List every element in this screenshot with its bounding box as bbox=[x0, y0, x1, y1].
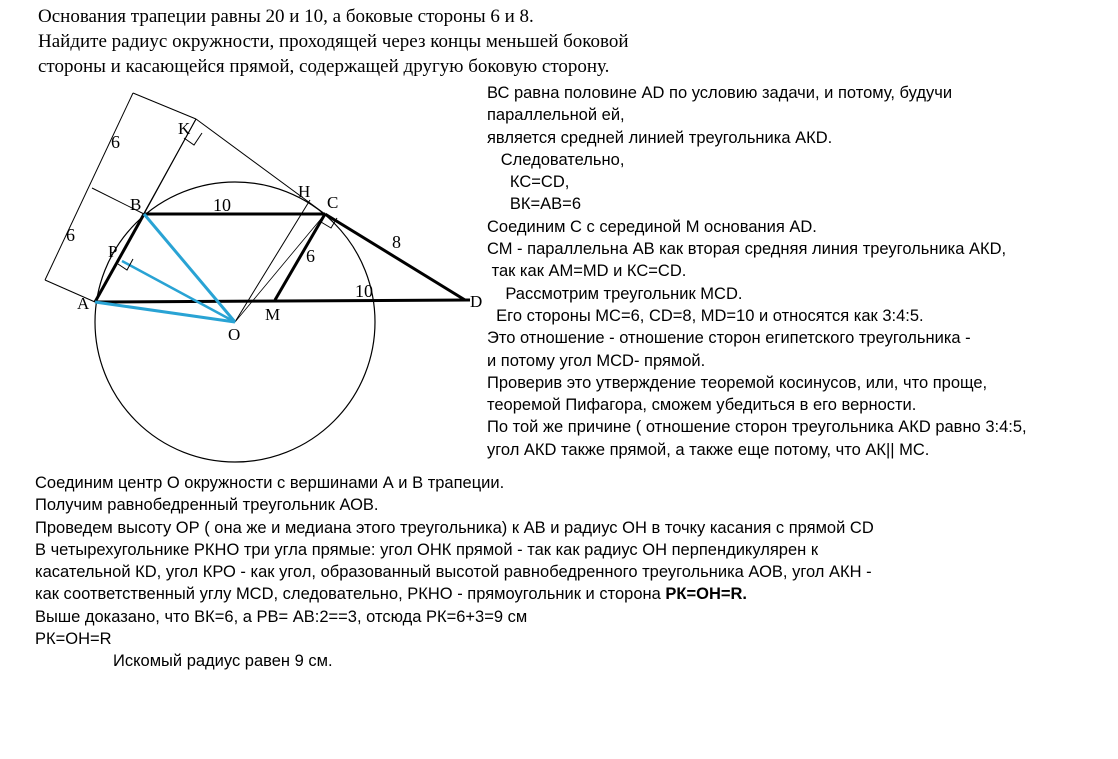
text-line: СМ - параллельна АВ как вторая средняя линия треугольника АКD, bbox=[487, 240, 1007, 259]
aux-line bbox=[45, 93, 133, 280]
length-left-six: 6 bbox=[66, 225, 75, 245]
label-d: D bbox=[470, 292, 483, 311]
segment-cd bbox=[325, 214, 465, 300]
label-b: B bbox=[130, 195, 142, 214]
length-md: 10 bbox=[355, 281, 373, 301]
final-answer: Искомый радиус равен 9 см. bbox=[113, 652, 333, 671]
text-line: теоремой Пифагора, сможем убедиться в его верности. bbox=[487, 396, 917, 415]
label-a: A bbox=[77, 294, 90, 313]
solution-part-1 bbox=[487, 82, 1112, 461]
length-cm: 6 bbox=[306, 246, 315, 266]
text-line: Выше доказано, что ВК=6, а РВ= АВ:2==3, отсюда РК=6+3=9 см bbox=[35, 607, 528, 626]
label-o: O bbox=[228, 325, 241, 344]
text-line: Рассмотрим треугольник MCD. bbox=[487, 284, 743, 303]
radius-ob bbox=[144, 214, 235, 322]
segment-cm bbox=[275, 214, 325, 300]
length-cd: 8 bbox=[392, 232, 401, 252]
label-c: C bbox=[327, 193, 339, 212]
text-line-with-answer bbox=[35, 583, 1035, 605]
solution-part-2 bbox=[35, 472, 1035, 673]
text-line: КС=CD, bbox=[487, 173, 570, 192]
label-p: P bbox=[108, 242, 118, 261]
bold-answer-tail: . bbox=[742, 585, 748, 604]
text-line: Его стороны МС=6, CD=8, MD=10 и относятся как 3:4:5. bbox=[487, 306, 924, 325]
text-line: ВК=АВ=6 bbox=[487, 195, 581, 214]
text-line: Получим равнобедренный треугольник АОВ. bbox=[35, 496, 379, 515]
text-line: Проверив это утверждение теоремой косинусов, или, что проще, bbox=[487, 373, 988, 392]
label-k: K bbox=[178, 119, 191, 138]
text-span: как соответственный углу MCD, следовательно, РКНО - прямоугольник и сторона bbox=[35, 585, 661, 604]
text-line: угол АКD также прямой, а также еще потому, что АК|| МС. bbox=[487, 440, 930, 459]
text-line: касательной КD, угол КРО - как угол, образованный высотой равнобедренного треугольника АОВ, угол АКН - bbox=[35, 563, 872, 582]
text-line: По той же причине ( отношение сторон треугольника АКD равно 3:4:5, bbox=[487, 418, 1027, 437]
text-line: Соединим С с серединой М основания AD. bbox=[487, 217, 817, 236]
text-line: Проведем высоту ОР ( она же и медиана этого треугольника) к АВ и радиус ОН в точку касания с прямой CD bbox=[35, 518, 874, 537]
text-line: Следовательно, bbox=[487, 150, 625, 169]
problem-line: Найдите радиус окружности, проходящей через концы меньшей боковой bbox=[38, 31, 629, 52]
text-line: и потому угол MCD- прямой. bbox=[487, 351, 706, 370]
text-line: В четырехугольнике РКНО три угла прямые: угол ОНК прямой - так как радиус ОН перпендикулярен к bbox=[35, 540, 819, 559]
text-line: так как АМ=MD и КС=CD. bbox=[487, 262, 687, 281]
text-line: является средней линией треугольника АКD. bbox=[487, 128, 833, 147]
text-line: ВС равна половине AD по условию задачи, и потому, будучи bbox=[487, 84, 953, 102]
aux-line bbox=[133, 93, 196, 119]
bold-answer: РК=ОН=R bbox=[665, 585, 743, 604]
length-bc: 10 bbox=[213, 195, 231, 215]
text-line: параллельной ей, bbox=[487, 106, 625, 125]
text-line: Соединим центр О окружности с вершинами А и В трапеции. bbox=[35, 474, 505, 492]
text-line: РК=ОН=R bbox=[35, 630, 112, 649]
text-line: Это отношение - отношение сторон египетского треугольника - bbox=[487, 329, 971, 348]
segment-ad bbox=[95, 300, 470, 302]
problem-line: стороны и касающейся прямой, содержащей другую боковую сторону. bbox=[38, 56, 610, 77]
label-m: M bbox=[265, 305, 281, 324]
problem-line: Основания трапеции равны 20 и 10, а боковые стороны 6 и 8. bbox=[38, 6, 534, 27]
length-top-six: 6 bbox=[111, 132, 120, 152]
label-h: H bbox=[298, 182, 311, 201]
